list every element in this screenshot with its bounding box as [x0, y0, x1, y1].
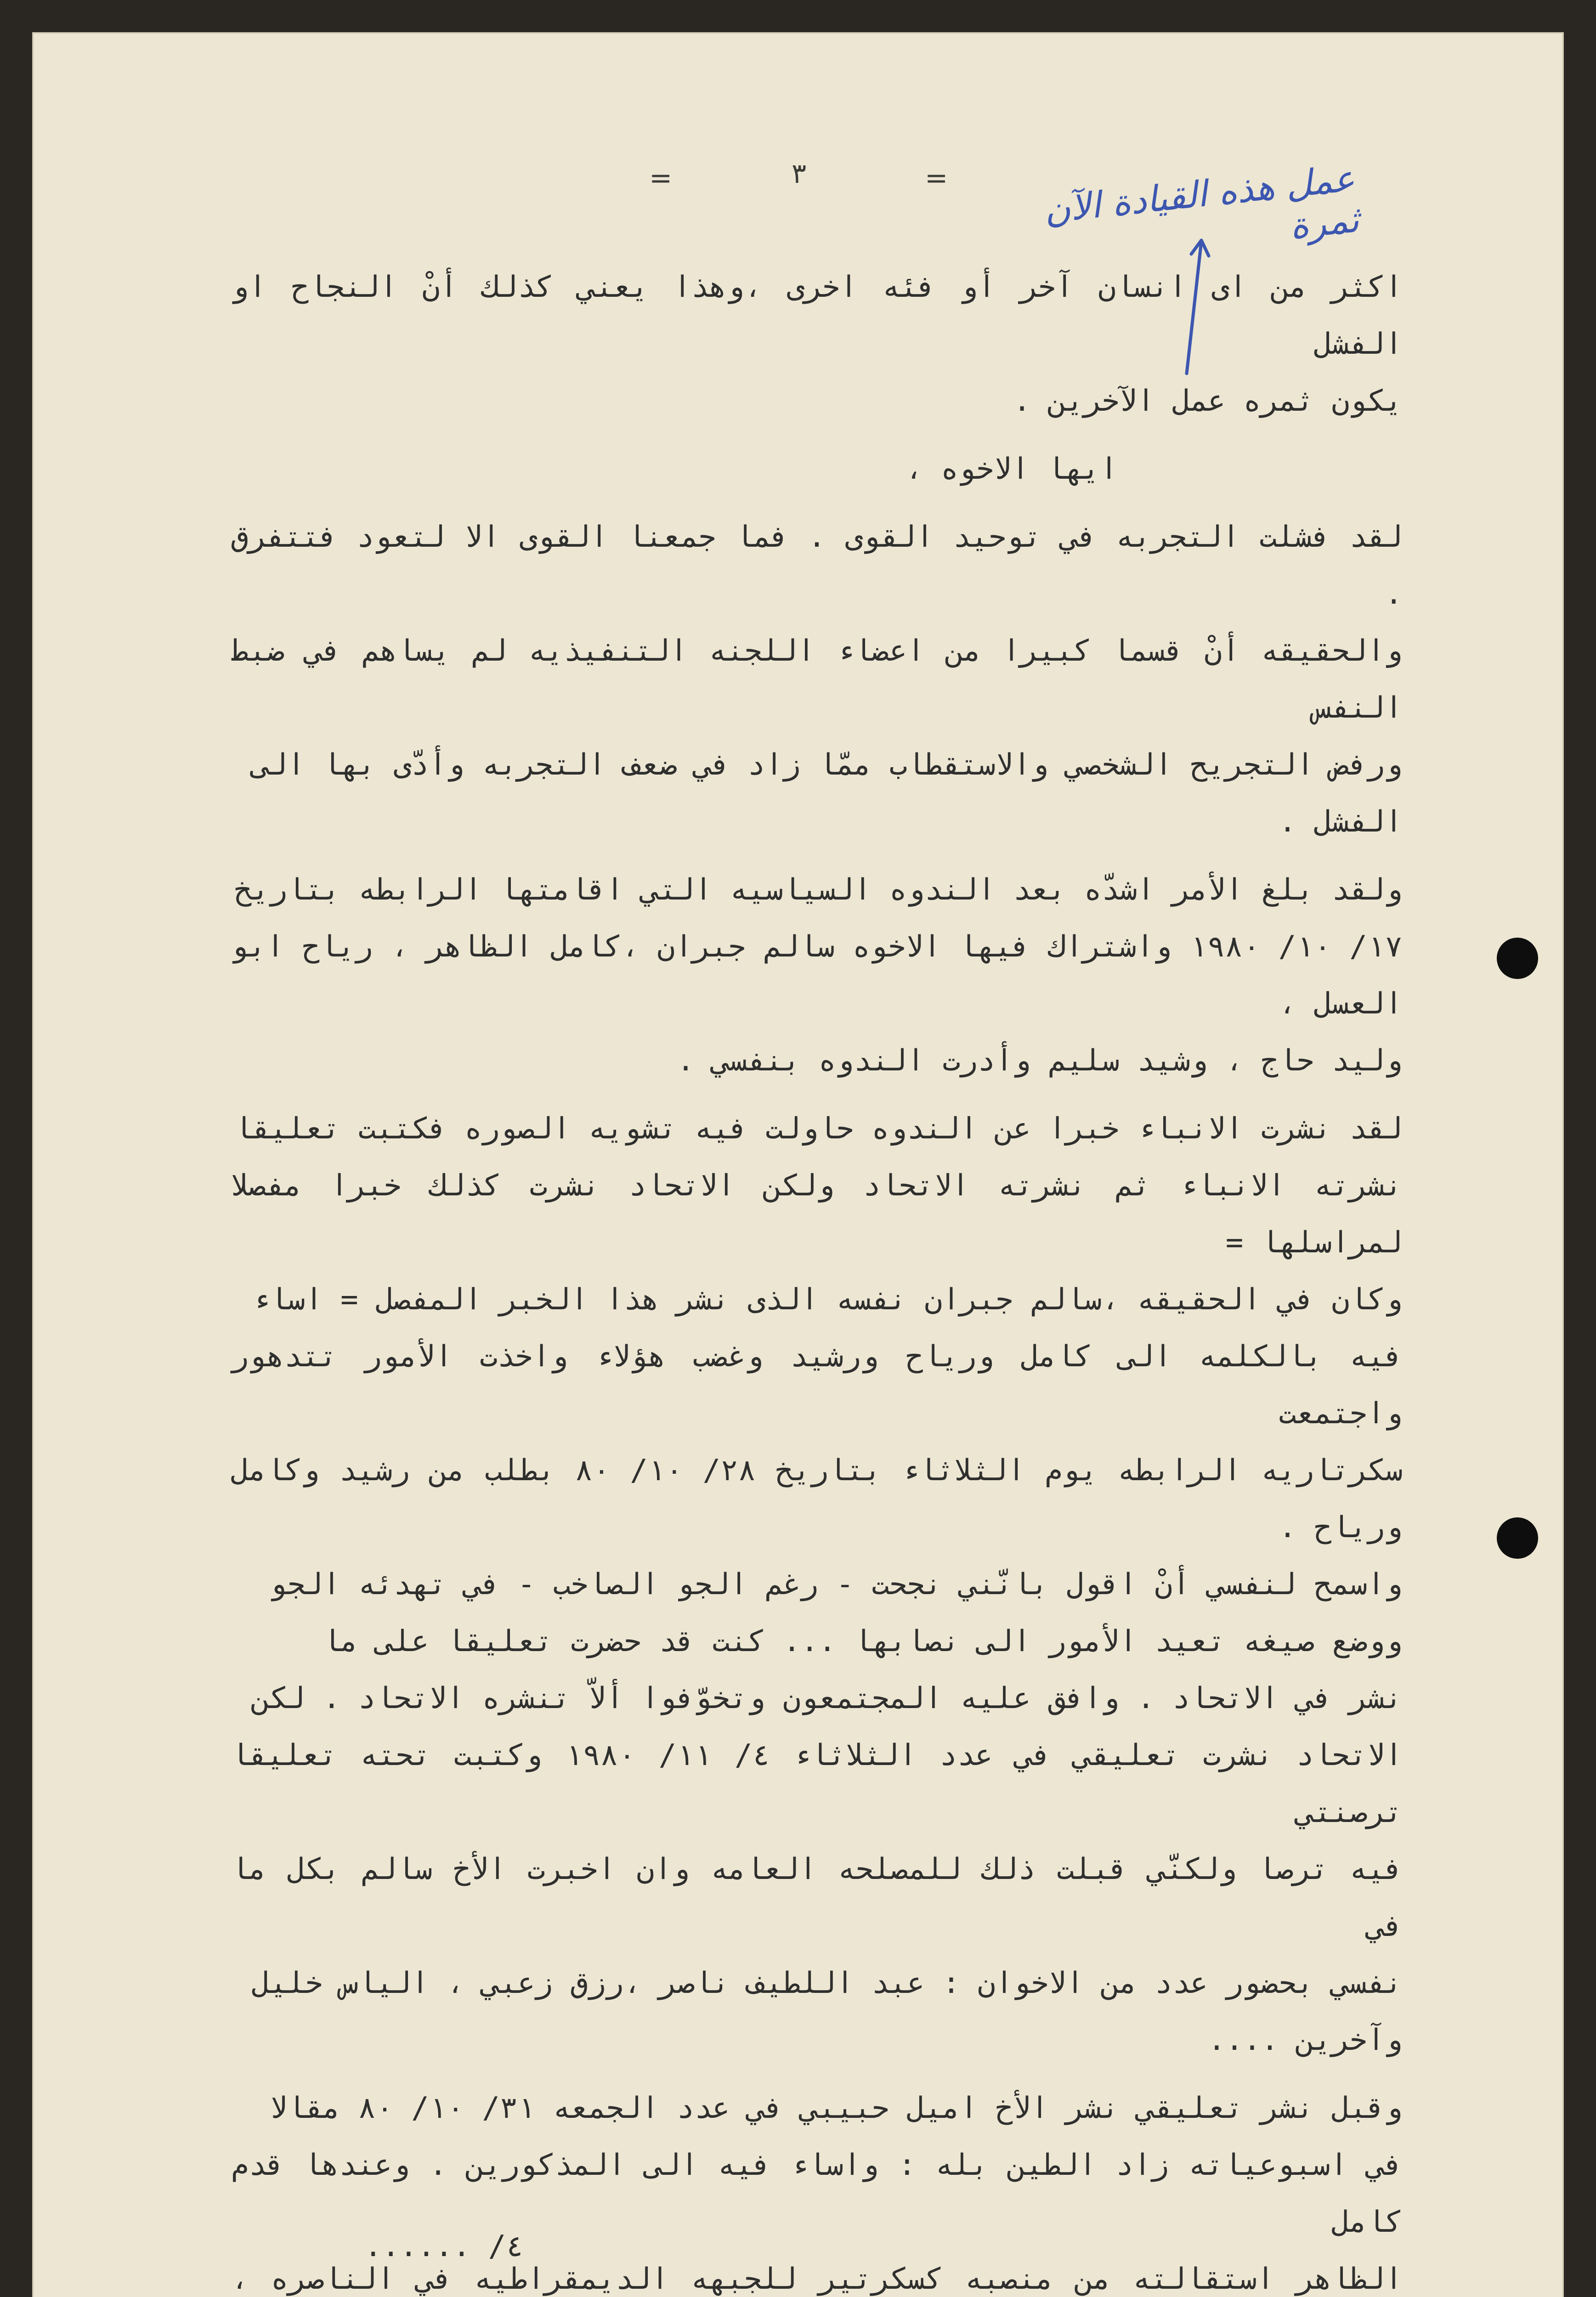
continuation-marker: ٤/ ......	[364, 2229, 524, 2263]
header-equals-left: =	[649, 162, 673, 194]
punch-hole-top	[1497, 938, 1538, 979]
paragraph-salutation: ايها الاخوه ،	[905, 452, 1118, 486]
paragraph-2: لقد فشلت التجربه في توحيد القوى . فما جمعنا القوى الا لتعود فتتفرق . والحقيقه أنْ قسما كبيرا من اعضاء اللجنه التنفيذيه لم يساهم في ضبط النفس ورفض التجريح الشخصي والاستقطاب ممّا زاد في ضعف التجربه وأدّى بها الى الفشل .	[231, 520, 1403, 839]
handwritten-annotation: عمل هذه القيادة الآن ثمرة	[1042, 158, 1361, 248]
paragraph-4: لقد نشرت الانباء خبرا عن الندوه حاولت فيه تشويه الصوره فكتبت تعليقا نشرته الانباء ثم نشرته الاتحاد ولكن الاتحاد نشرت كذلك خبرا مفصلا لمراسلها = وكان في الحقيقه ،سالم جبران نفسه الذى نشر هذا الخبر المفصل = اساء فيه بالكلمه الى كامل ورياح ورشيد وغضب هؤلاء واخذت الأمور تتدهور واجتمعت سكرتاريه الرابطه يوم الثلاثاء بتاريخ ٢٨/ ١٠/ ٨٠ بطلب من رشيد وكامل ورياح . واسمح لنفسي أنْ اقول بانّني نجحت - رغم الجو الصاخب - في تهدئه الجو ووضع صيغه تعيد الأمور الى نصابها ... كنت قد حضرت تعليقا على ما نشر في الاتحاد . وافق عليه المجتمعون وتخوّفوا ألاّ تنشره الاتحاد . لكن الاتحاد نشرت تعليقي في عدد الثلاثاء ٤/ ١١/ ١٩٨٠ وكتبت تحته تعليقا ترصنتي فيه ترصا ولكنّي قبلت ذلك للمصلحه العامه وان اخبرت الأخ سالم بكل ما في نفسي بحضور عدد من الاخوان : عبد اللطيف ناصر ،رزق زعبي ، الياس خليل وآخرين ....	[231, 1112, 1403, 2057]
body-text	[231, 259, 1403, 2297]
paragraph-3: ولقد بلغ الأمر اشدّه بعد الندوه السياسيه التي اقامتها الرابطه بتاريخ ١٧/ ١٠/ ١٩٨٠ واشتراك فيها الاخوه سالم جبران ،كامل الظاهر ، رياح ابو العسل ، وليد حاج ، وشيد سليم وأدرت الندوه بنفسي .	[231, 873, 1403, 1078]
page-header	[631, 144, 998, 199]
page-number: ٣	[792, 158, 807, 190]
paragraph-1: اكثر من اى انسان آخر أو فئه اخرى ،وهذا يعني كذلك أنْ النجاح او الفشل يكون ثمره عمل الآخرين .	[231, 270, 1403, 418]
punch-hole-bottom	[1497, 1517, 1538, 1559]
paragraph-5: وقبل نشر تعليقي نشر الأخ اميل حبيبي في عدد الجمعه ٣١/ ١٠/ ٨٠ مقالا في اسبوعياته زاد الطين بله : واساء فيه الى المذكورين . وعندها قدم كامل الظاهر استقالته من منصبه كسكرتير للجبهه الديمقراطيه في الناصره ،	[231, 2091, 1403, 2296]
document-page	[32, 32, 1564, 2297]
header-equals-right: =	[925, 162, 948, 194]
